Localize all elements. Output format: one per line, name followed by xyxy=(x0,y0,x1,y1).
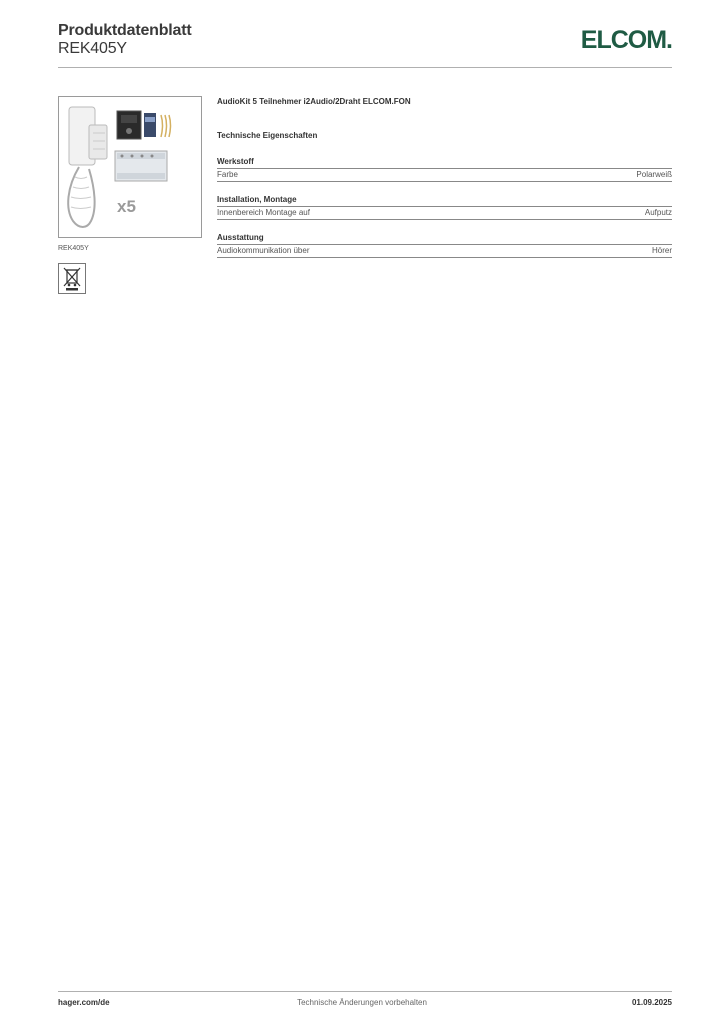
spec-label: Audiokommunikation über xyxy=(217,246,310,255)
header-divider xyxy=(58,67,672,68)
page-title: Produktdatenblatt xyxy=(58,22,192,39)
spec-label: Innenbereich Montage auf xyxy=(217,208,310,217)
weee-crossed-bin-icon xyxy=(58,263,86,294)
spec-row xyxy=(217,245,672,258)
footer-disclaimer: Technische Änderungen vorbehalten xyxy=(297,998,427,1007)
spec-group-installation xyxy=(217,195,672,220)
spec-group-werkstoff xyxy=(217,157,672,182)
product-title: AudioKit 5 Teilnehmer i2Audio/2Draht ELCOM.FON xyxy=(217,97,411,106)
elcom-logo: ELCOM. xyxy=(580,26,672,54)
spec-value: Hörer xyxy=(651,246,672,255)
spec-group-title: Werkstoff xyxy=(217,157,672,169)
spec-value: Aufputz xyxy=(644,208,672,217)
spec-group-title: Installation, Montage xyxy=(217,195,672,207)
product-number: REK405Y xyxy=(58,40,127,57)
quantity-label: x5 xyxy=(117,197,136,216)
image-caption: REK405Y xyxy=(58,245,89,252)
spec-label: Farbe xyxy=(217,170,238,179)
footer-divider xyxy=(58,991,672,992)
spec-row xyxy=(217,169,672,182)
spec-group-ausstattung xyxy=(217,233,672,258)
spec-row xyxy=(217,207,672,220)
spec-group-title: Ausstattung xyxy=(217,233,672,245)
footer-date: 01.09.2025 xyxy=(631,998,672,1007)
specs-heading: Technische Eigenschaften xyxy=(217,131,318,140)
spec-value: Polarweiß xyxy=(636,170,672,179)
product-image xyxy=(58,96,202,238)
footer-website-link[interactable]: hager.com/de xyxy=(58,998,110,1007)
